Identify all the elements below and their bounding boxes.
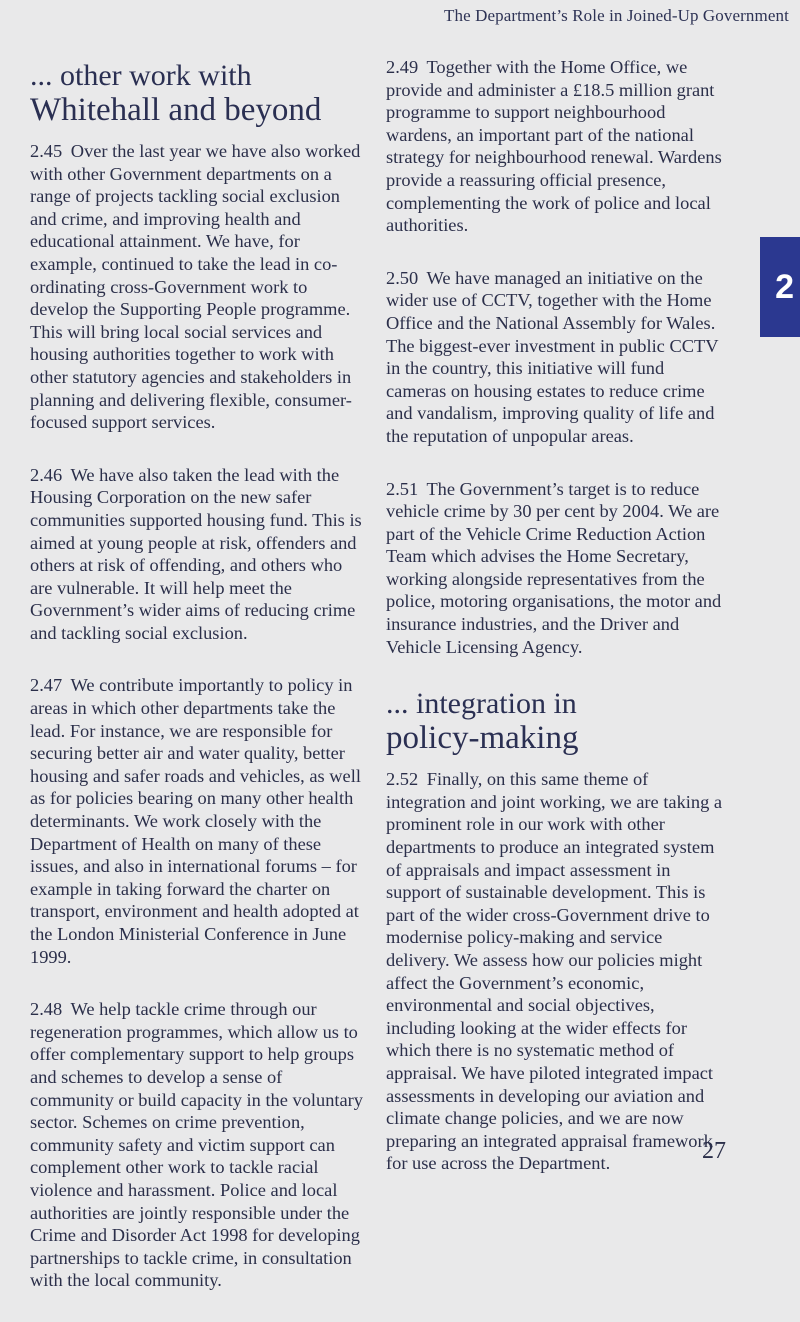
paragraph-text: Together with the Home Office, we provide and administer a £18.5 million grant programme to support neighbourhood wardens, an important part of the national strategy for neighbourhood renewal. Wardens provide a reassuring official presence, complementing the work of police and local authorities. bbox=[386, 57, 722, 236]
section-heading-integration bbox=[386, 688, 726, 756]
running-head: The Department’s Role in Joined-Up Government bbox=[444, 6, 789, 25]
paragraph-2-48 bbox=[30, 998, 365, 1292]
left-column bbox=[30, 60, 365, 1322]
heading-kicker: ... other work with bbox=[30, 59, 252, 92]
paragraph-text: We help tackle crime through our regeneration programmes, which allow us to offer complementary support to help groups and schemes to develop a sense of community or build capacity in the voluntary sector. Schemes on crime prevention, community safety and victim support can complement other work to tackle racial violence and harassment. Police and local authorities are jointly responsible under the Crime and Disorder Act 1998 for developing partnerships to tackle crime, in consultation with the local community. bbox=[30, 999, 363, 1291]
paragraph-text: Finally, on this same theme of integration and joint working, we are taking a prominent role in our work with other departments to produce an integrated system of appraisals and impact assessment in support of sustainable development. This is part of the wider cross-Government drive to modernise policy-making and service delivery. We assess how our policies might affect the Government’s economic, environmental and social objectives, including looking at the wider effects for which there is no systematic method of appraisal. We have piloted integrated impact assessments in developing our aviation and climate change policies, and we are now preparing an integrated appraisal framework for use across the Department. bbox=[386, 769, 723, 1174]
paragraph-text: The Government’s target is to reduce vehicle crime by 30 per cent by 2004. We are part of the Vehicle Crime Reduction Action Team which advises the Home Secretary, working alongside representatives from the police, motoring organisations, the motor and insurance industries, and the Driver and Vehicle Licensing Agency. bbox=[386, 478, 722, 657]
paragraph-text: We have managed an initiative on the wider use of CCTV, together with the Home Office and the National Assembly for Wales. The biggest-ever investment in public CCTV in the country, this initiative will fund cameras on housing estates to reduce crime and vandalism, improving quality of life and the reputation of unpopular areas. bbox=[386, 267, 719, 446]
paragraph-2-45 bbox=[30, 140, 365, 434]
paragraph-2-52 bbox=[386, 768, 726, 1175]
paragraph-text: Over the last year we have also worked with other Government departments on a range of projects tackling social exclusion and crime, and improving health and educational attainment. We have, for example, continued to take the lead in co-ordinating cross-Government work to develop the Supporting People programme. This will bring local social services and housing authorities together to work with other statutory agencies and stakeholders in planning and delivering flexible, consumer-focused support services. bbox=[30, 141, 361, 433]
paragraph-number: 2.49 bbox=[386, 57, 419, 77]
heading-kicker: ... integration in bbox=[386, 687, 577, 721]
paragraph-2-46 bbox=[30, 464, 365, 645]
section-heading-whitehall bbox=[30, 60, 365, 128]
paragraph-2-49 bbox=[386, 56, 726, 237]
right-column bbox=[386, 56, 726, 1205]
paragraph-text: We have also taken the lead with the Housing Corporation on the new safer communities supported housing fund. This is aimed at young people at risk, offenders and others at risk of offending, and others who are vulnerable. It will help meet the Government’s wider aims of reducing crime and tackling social exclusion. bbox=[30, 464, 362, 643]
paragraph-2-51 bbox=[386, 478, 726, 659]
paragraph-number: 2.45 bbox=[30, 141, 63, 161]
paragraph-2-50 bbox=[386, 267, 726, 448]
chapter-tab: 2 bbox=[760, 237, 800, 337]
heading-main: Whitehall and beyond bbox=[30, 92, 322, 128]
paragraph-number: 2.52 bbox=[386, 769, 419, 790]
paragraph-number: 2.46 bbox=[30, 464, 63, 485]
paragraph-text: We contribute importantly to policy in areas in which other departments take the lead. For instance, we are responsible for securing better air and water quality, better housing and safer roads and vehicles, as well as for policies bearing on many other health determinants. We work closely with the Department of Health on many of these issues, and also in international forums – for example in taking forward the charter on transport, environment and health adopted at the London Ministerial Conference in June 1999. bbox=[30, 675, 361, 967]
paragraph-2-47 bbox=[30, 674, 365, 968]
heading-main: policy-making bbox=[386, 720, 579, 757]
paragraph-number: 2.51 bbox=[386, 478, 419, 499]
page-number: 27 bbox=[702, 1138, 726, 1164]
paragraph-number: 2.47 bbox=[30, 675, 63, 696]
paragraph-number: 2.50 bbox=[386, 267, 419, 288]
paragraph-number: 2.48 bbox=[30, 999, 63, 1020]
